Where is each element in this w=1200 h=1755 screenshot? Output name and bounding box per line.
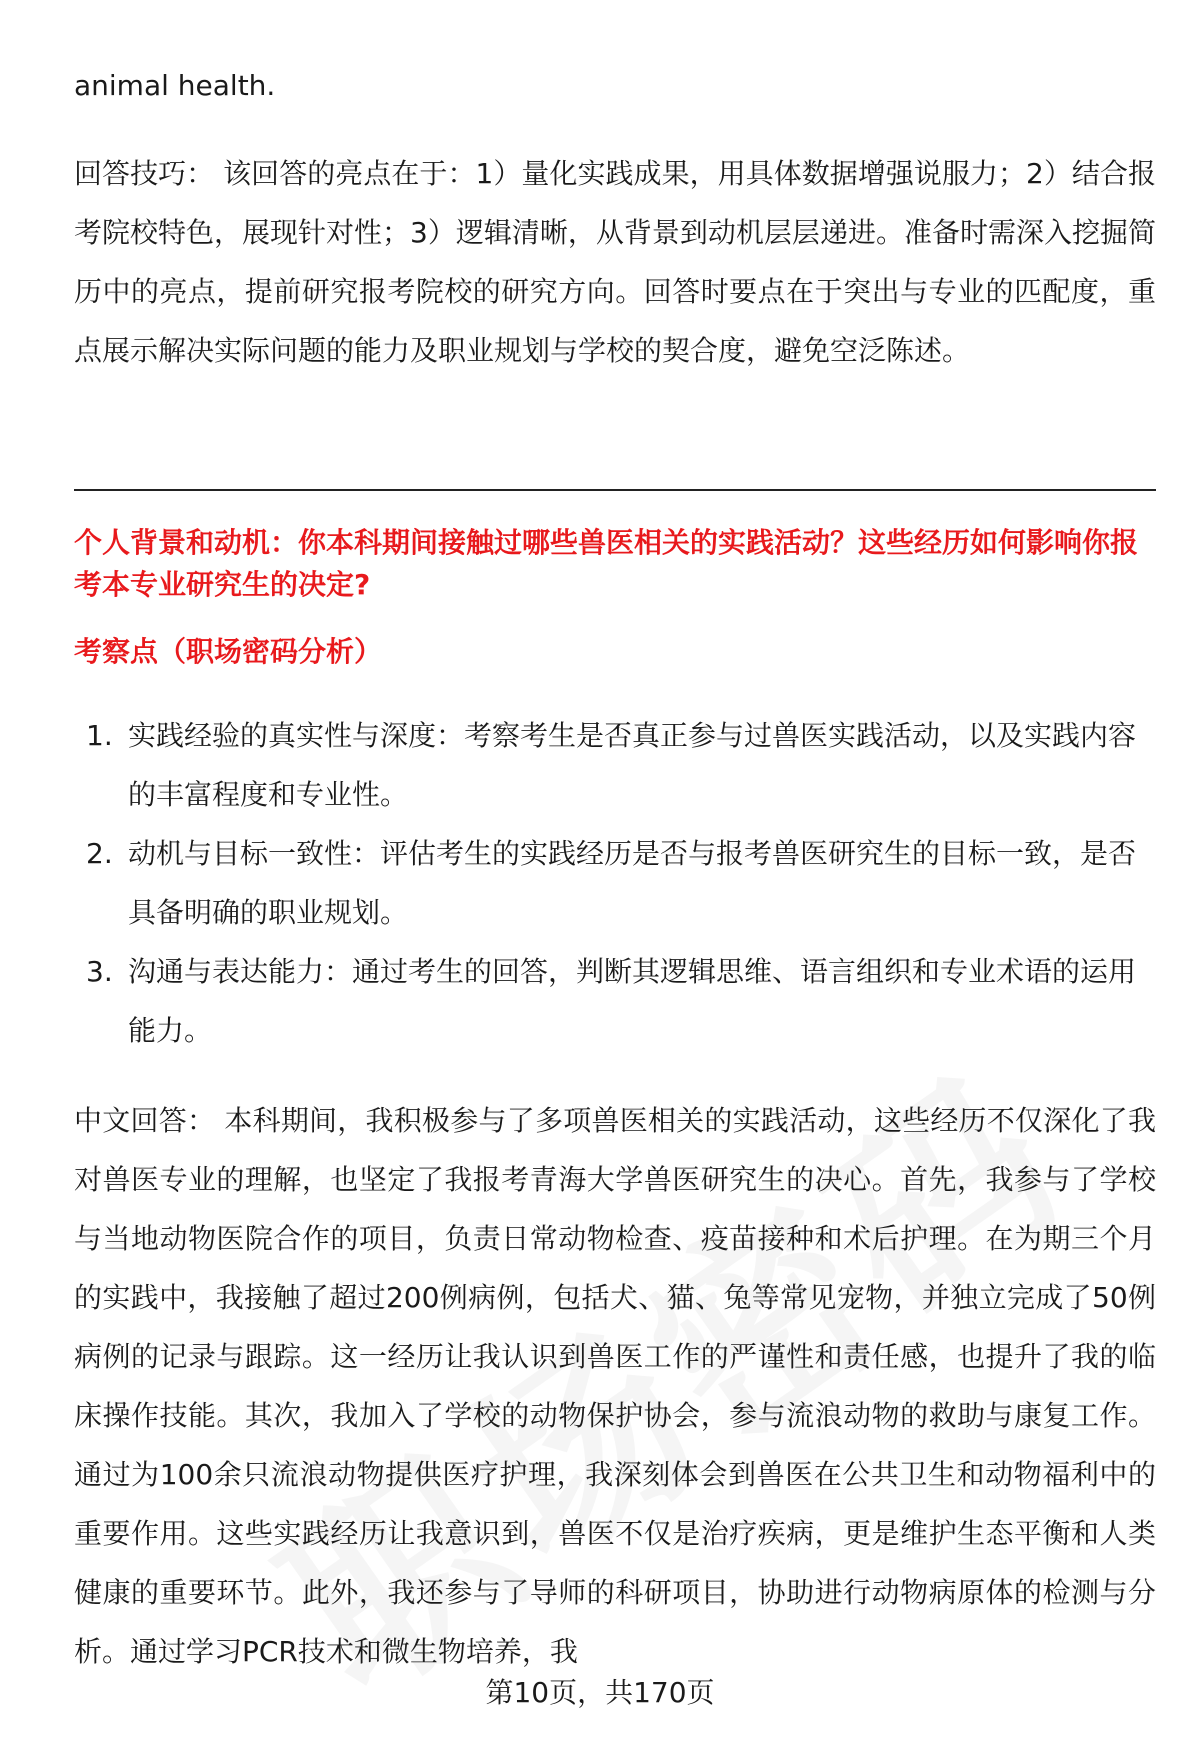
chinese-answer-paragraph bbox=[74, 1091, 1156, 1681]
question-heading: 个人背景和动机：你本科期间接触过哪些兽医相关的实践活动？这些经历如何影响你报考本专业研究生的决定? bbox=[74, 526, 1139, 601]
answer-tips-text: 该回答的亮点在于：1）量化实践成果，用具体数据增强说服力；2）结合报考院校特色，展现针对性；3）逻辑清晰，从背景到动机层层递进。准备时需深入挖掘简历中的亮点，提前研究报考院校的研究方向。回答时要点在于突出与专业的匹配度，重点展示解决实际问题的能力及职业规划与学校的契合度，避免空泛陈述。 bbox=[74, 157, 1156, 367]
intro-tail-text: animal health. bbox=[74, 69, 276, 102]
answer-tips-paragraph bbox=[74, 144, 1156, 380]
list-item-number: 2. bbox=[86, 837, 113, 870]
list-item-number: 3. bbox=[86, 955, 113, 988]
assessment-list bbox=[74, 706, 1156, 1060]
list-item-text: 实践经验的真实性与深度：考察考生是否真正参与过兽医实践活动，以及实践内容的丰富程度和专业性。 bbox=[128, 719, 1137, 811]
chinese-answer-section bbox=[74, 1091, 1156, 1681]
answer-tips-label: 回答技巧： bbox=[74, 157, 215, 190]
list-item bbox=[74, 824, 1156, 942]
list-item bbox=[74, 706, 1156, 824]
list-item-text: 沟通与表达能力：通过考生的回答，判断其逻辑思维、语言组织和专业术语的运用能力。 bbox=[128, 955, 1137, 1047]
list-item-text: 动机与目标一致性：评估考生的实践经历是否与报考兽医研究生的目标一致，是否具备明确的职业规划。 bbox=[128, 837, 1137, 929]
assessment-heading: 考察点（职场密码分析） bbox=[74, 635, 383, 668]
answer-tips-section bbox=[74, 144, 1156, 380]
list-item-number: 1. bbox=[86, 719, 113, 752]
section-divider bbox=[74, 489, 1156, 491]
page-number: 第10页，共170页 bbox=[485, 1676, 715, 1709]
chinese-answer-text: 本科期间，我积极参与了多项兽医相关的实践活动，这些经历不仅深化了我对兽医专业的理解，也坚定了我报考青海大学兽医研究生的决心。首先，我参与了学校与当地动物医院合作的项目，负责日常动物检查、疫苗接种和术后护理。在为期三个月的实践中，我接触了超过200例病例，包括犬、猫、兔等常见宠物，并独立完成了50例病例的记录与跟踪。这一经历让我认识到兽医工作的严谨性和责任感，也提升了我的临床操作技能。其次，我加入了学校的动物保护协会，参与流浪动物的救助与康复工作。通过为100余只流浪动物提供医疗护理，我深刻体会到兽医在公共卫生和动物福利中的重要作用。这些实践经历让我意识到，兽医不仅是治疗疾病，更是维护生态平衡和人类健康的重要环节。此外，我还参与了导师的科研项目，协助进行动物病原体的检测与分析。通过学习PCR技术和微生物培养，我 bbox=[74, 1104, 1156, 1668]
chinese-answer-label: 中文回答： bbox=[74, 1104, 216, 1137]
list-item bbox=[74, 942, 1156, 1060]
